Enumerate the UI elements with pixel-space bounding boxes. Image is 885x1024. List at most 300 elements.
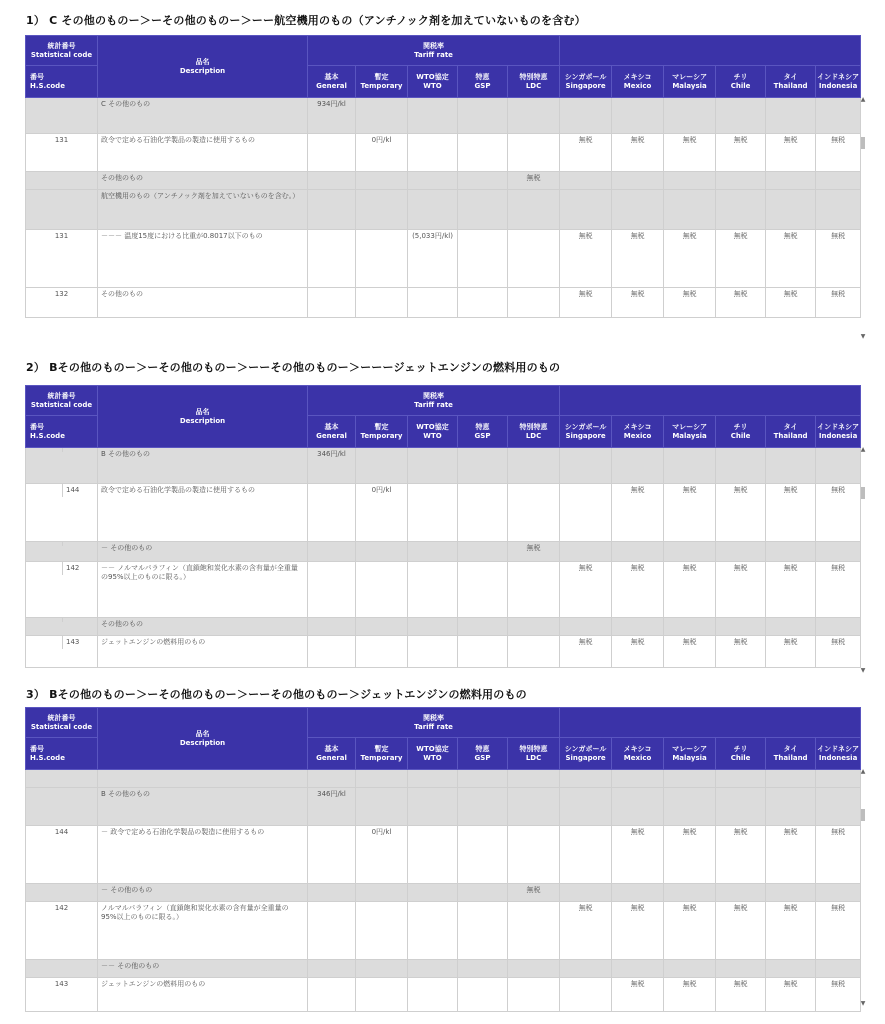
rate-cell-wto bbox=[408, 172, 458, 190]
rate-cell-temporary bbox=[356, 884, 408, 902]
rate-column-label-en: WTO bbox=[423, 431, 442, 440]
rate-cell-th: 無税 bbox=[766, 288, 816, 318]
rate-cell-sg: 無税 bbox=[560, 562, 612, 618]
scroll-up-icon[interactable]: ▲ bbox=[860, 768, 866, 775]
rate-column-label-en: Temporary bbox=[360, 753, 403, 762]
table-scrollbar[interactable] bbox=[860, 97, 866, 340]
rate-column-header bbox=[612, 416, 664, 448]
rate-column-label-en: Singapore bbox=[565, 753, 606, 762]
rate-column-label: マレーシア bbox=[672, 745, 707, 754]
rate-column-header bbox=[308, 416, 356, 448]
rate-column-label-en: LDC bbox=[525, 753, 542, 762]
rate-cell-id bbox=[816, 884, 861, 902]
rate-column-label: チリ bbox=[733, 423, 748, 432]
code-cell: 131 bbox=[26, 134, 98, 172]
description-header bbox=[98, 36, 308, 98]
description-header bbox=[98, 708, 308, 770]
table-row[interactable] bbox=[26, 448, 861, 484]
rate-cell-ldc bbox=[508, 770, 560, 788]
code-cell bbox=[26, 562, 98, 618]
code-split bbox=[26, 542, 97, 546]
rate-cell-general bbox=[308, 542, 356, 562]
rate-cell-general bbox=[308, 636, 356, 668]
rate-column-header bbox=[508, 738, 560, 770]
table-row[interactable] bbox=[26, 770, 861, 788]
code-cell: 142 bbox=[26, 902, 98, 960]
rate-cell-general bbox=[308, 978, 356, 1012]
rate-column-header bbox=[356, 66, 408, 98]
rate-cell-ldc bbox=[508, 562, 560, 618]
rate-cell-my: 無税 bbox=[664, 978, 716, 1012]
rate-cell-th bbox=[766, 98, 816, 134]
rate-column-label: シンガポール bbox=[564, 745, 607, 754]
table-row[interactable] bbox=[26, 230, 861, 288]
code-cell bbox=[26, 618, 98, 636]
rate-cell-th: 無税 bbox=[766, 978, 816, 1012]
rate-column-label: 特別特恵 bbox=[519, 745, 548, 754]
rate-cell-cl bbox=[716, 448, 766, 484]
rate-cell-id bbox=[816, 618, 861, 636]
rate-cell-temporary bbox=[356, 788, 408, 826]
rate-cell-mx: 無税 bbox=[612, 902, 664, 960]
table-row[interactable] bbox=[26, 172, 861, 190]
rate-cell-mx: 無税 bbox=[612, 978, 664, 1012]
rate-cell-sg bbox=[560, 770, 612, 788]
rate-cell-mx bbox=[612, 542, 664, 562]
table-row[interactable] bbox=[26, 542, 861, 562]
scroll-down-icon[interactable]: ▼ bbox=[860, 667, 866, 674]
rate-cell-mx: 無税 bbox=[612, 230, 664, 288]
rate-column-label-en: Chile bbox=[730, 81, 751, 90]
section-title: 2） Bその他のものー＞ーその他のものー＞ーーその他のものー＞ーーージェットエンジンの燃料用のもの bbox=[26, 361, 561, 374]
rate-cell-general bbox=[308, 618, 356, 636]
rate-column-label: メキシコ bbox=[623, 73, 652, 82]
rate-cell-sg: 無税 bbox=[560, 288, 612, 318]
rate-column-header bbox=[664, 738, 716, 770]
rate-cell-mx: 無税 bbox=[612, 134, 664, 172]
rate-cell-cl: 無税 bbox=[716, 562, 766, 618]
rate-cell-th bbox=[766, 884, 816, 902]
rate-cell-ldc bbox=[508, 484, 560, 542]
rate-cell-mx: 無税 bbox=[612, 636, 664, 668]
rate-column-label: インドネシア bbox=[817, 73, 860, 82]
rate-cell-sg bbox=[560, 978, 612, 1012]
rate-cell-wto bbox=[408, 134, 458, 172]
code-cell-left bbox=[26, 636, 63, 649]
rate-column-label: インドネシア bbox=[817, 745, 860, 754]
hs-code-label-en: H.S.code bbox=[30, 431, 65, 440]
stat-code-label: 統計番号 bbox=[47, 392, 76, 401]
rate-cell-temporary bbox=[356, 288, 408, 318]
stat-code-label-en: Statistical code bbox=[30, 722, 93, 731]
rate-column-label-en: Indonesia bbox=[818, 753, 858, 762]
code-split bbox=[26, 562, 97, 575]
scroll-down-icon[interactable]: ▼ bbox=[860, 333, 866, 340]
rate-cell-ldc bbox=[508, 618, 560, 636]
rate-cell-sg bbox=[560, 788, 612, 826]
rate-column-label: 暫定 bbox=[374, 423, 389, 432]
rate-cell-id bbox=[816, 542, 861, 562]
rate-cell-sg bbox=[560, 98, 612, 134]
rate-cell-my bbox=[664, 190, 716, 230]
code-cell: 132 bbox=[26, 288, 98, 318]
rate-cell-wto bbox=[408, 484, 458, 542]
rate-column-label-en: Thailand bbox=[773, 431, 808, 440]
rate-cell-temporary bbox=[356, 542, 408, 562]
rate-cell-wto bbox=[408, 826, 458, 884]
rate-cell-mx bbox=[612, 788, 664, 826]
rate-cell-th: 無税 bbox=[766, 826, 816, 884]
hs-code-label: 番号 bbox=[30, 745, 44, 754]
rate-cell-general: 346円/kl bbox=[308, 448, 356, 484]
rate-column-label: シンガポール bbox=[564, 73, 607, 82]
table-row[interactable] bbox=[26, 978, 861, 1012]
rate-cell-th: 無税 bbox=[766, 134, 816, 172]
hs-code-header bbox=[26, 66, 98, 98]
code-cell bbox=[26, 542, 98, 562]
rate-cell-id: 無税 bbox=[816, 978, 861, 1012]
tariff-table bbox=[25, 385, 861, 668]
rate-column-label: 暫定 bbox=[374, 745, 389, 754]
rate-cell-sg: 無税 bbox=[560, 230, 612, 288]
rate-cell-gsp bbox=[458, 230, 508, 288]
tariff-header bbox=[308, 386, 560, 416]
rate-cell-mx bbox=[612, 448, 664, 484]
rate-cell-general bbox=[308, 770, 356, 788]
code-value bbox=[63, 618, 69, 622]
rate-cell-gsp bbox=[458, 826, 508, 884]
rate-column-header bbox=[356, 738, 408, 770]
rate-cell-mx bbox=[612, 172, 664, 190]
rate-column-label-en: Malaysia bbox=[672, 431, 707, 440]
rate-cell-mx bbox=[612, 960, 664, 978]
rate-cell-gsp bbox=[458, 484, 508, 542]
rate-cell-mx: 無税 bbox=[612, 826, 664, 884]
rate-column-header bbox=[716, 66, 766, 98]
rate-cell-ldc bbox=[508, 448, 560, 484]
rate-cell-id: 無税 bbox=[816, 902, 861, 960]
rate-column-label: インドネシア bbox=[817, 423, 860, 432]
description-cell: ジェットエンジンの燃料用のもの bbox=[98, 978, 308, 1012]
rate-cell-gsp bbox=[458, 134, 508, 172]
rate-column-label: 特別特恵 bbox=[519, 73, 548, 82]
rate-cell-temporary bbox=[356, 902, 408, 960]
rate-cell-sg bbox=[560, 960, 612, 978]
rate-column-label: 特別特恵 bbox=[519, 423, 548, 432]
rate-column-label: チリ bbox=[733, 745, 748, 754]
rate-column-header bbox=[664, 416, 716, 448]
rate-cell-th bbox=[766, 788, 816, 826]
rate-column-label-en: Indonesia bbox=[818, 431, 858, 440]
rate-column-header bbox=[458, 66, 508, 98]
rate-cell-mx bbox=[612, 884, 664, 902]
rate-column-label: WTO協定 bbox=[416, 73, 449, 82]
rate-cell-th bbox=[766, 960, 816, 978]
rate-column-header bbox=[612, 738, 664, 770]
rate-cell-general bbox=[308, 884, 356, 902]
rate-cell-wto bbox=[408, 448, 458, 484]
rate-cell-my: 無税 bbox=[664, 826, 716, 884]
rate-cell-th: 無税 bbox=[766, 562, 816, 618]
rate-cell-my: 無税 bbox=[664, 134, 716, 172]
table-row[interactable] bbox=[26, 884, 861, 902]
rate-cell-gsp bbox=[458, 770, 508, 788]
rate-cell-my: 無税 bbox=[664, 902, 716, 960]
rate-cell-id bbox=[816, 960, 861, 978]
code-split bbox=[26, 636, 97, 649]
table-row[interactable] bbox=[26, 562, 861, 618]
rate-column-header bbox=[766, 66, 816, 98]
rate-cell-cl: 無税 bbox=[716, 288, 766, 318]
rate-cell-wto bbox=[408, 618, 458, 636]
hs-code-label: 番号 bbox=[30, 73, 44, 82]
table-row[interactable] bbox=[26, 134, 861, 172]
code-value: 143 bbox=[66, 638, 80, 646]
rate-cell-general: 934円/kl bbox=[308, 98, 356, 134]
description-cell: 航空機用のもの（アンチノック剤を加えていないものを含む。） bbox=[98, 190, 308, 230]
rate-cell-gsp bbox=[458, 788, 508, 826]
rate-column-header bbox=[408, 66, 458, 98]
description-cell: 政令で定める石油化学製品の製造に使用するもの bbox=[98, 484, 308, 542]
code-value: 144 bbox=[66, 486, 80, 494]
rate-cell-gsp bbox=[458, 190, 508, 230]
code-cell-left bbox=[26, 542, 63, 546]
rate-cell-th bbox=[766, 770, 816, 788]
rate-cell-wto bbox=[408, 562, 458, 618]
rate-cell-cl bbox=[716, 98, 766, 134]
rate-cell-general bbox=[308, 826, 356, 884]
rate-cell-th bbox=[766, 618, 816, 636]
rate-column-header bbox=[816, 738, 861, 770]
rate-column-label-en: Temporary bbox=[360, 81, 403, 90]
rate-cell-temporary bbox=[356, 190, 408, 230]
code-cell bbox=[26, 448, 98, 484]
table-row[interactable] bbox=[26, 484, 861, 542]
rate-cell-ldc bbox=[508, 826, 560, 884]
code-cell bbox=[26, 960, 98, 978]
rate-column-label: 特恵 bbox=[475, 745, 490, 754]
tariff-header bbox=[308, 36, 560, 66]
rate-cell-temporary bbox=[356, 562, 408, 618]
rate-column-label: 特恵 bbox=[475, 73, 490, 82]
description-label-en: Description bbox=[179, 66, 226, 75]
section-title: 3） Bその他のものー＞ーその他のものー＞ーーその他のものー＞ジェットエンジンの燃料用のもの bbox=[26, 688, 527, 701]
rate-cell-sg bbox=[560, 190, 612, 230]
table-row[interactable] bbox=[26, 960, 861, 978]
rate-cell-temporary bbox=[356, 172, 408, 190]
rate-cell-temporary bbox=[356, 230, 408, 288]
section-title: 1） C その他のものー＞ーその他のものー＞ーー航空機用のもの（アンチノック剤を加えていないものを含む） bbox=[26, 14, 586, 27]
code-cell: 131 bbox=[26, 230, 98, 288]
table-scrollbar[interactable] bbox=[860, 769, 866, 1007]
rate-column-header bbox=[716, 738, 766, 770]
epa-header bbox=[560, 36, 861, 66]
rate-column-label-en: Singapore bbox=[565, 431, 606, 440]
rate-cell-my bbox=[664, 98, 716, 134]
description-cell: その他のもの bbox=[98, 288, 308, 318]
rate-cell-cl bbox=[716, 884, 766, 902]
rate-column-label: メキシコ bbox=[623, 745, 652, 754]
rate-cell-id: 無税 bbox=[816, 562, 861, 618]
rate-cell-my bbox=[664, 788, 716, 826]
scroll-thumb[interactable] bbox=[861, 487, 865, 499]
table-scrollbar[interactable] bbox=[860, 447, 866, 674]
rate-column-label: シンガポール bbox=[564, 423, 607, 432]
description-cell: － その他のもの bbox=[98, 884, 308, 902]
rate-cell-my: 無税 bbox=[664, 288, 716, 318]
rate-cell-id bbox=[816, 770, 861, 788]
rate-cell-mx bbox=[612, 98, 664, 134]
scroll-thumb[interactable] bbox=[861, 809, 865, 821]
rate-cell-temporary: 0円/kl bbox=[356, 484, 408, 542]
rate-cell-temporary bbox=[356, 978, 408, 1012]
rate-cell-gsp bbox=[458, 172, 508, 190]
code-cell: 143 bbox=[26, 978, 98, 1012]
scroll-down-icon[interactable]: ▼ bbox=[860, 1000, 866, 1007]
rate-cell-gsp bbox=[458, 884, 508, 902]
rate-cell-temporary: 0円/kl bbox=[356, 134, 408, 172]
rate-cell-general bbox=[308, 484, 356, 542]
rate-column-label-en: General bbox=[316, 81, 347, 90]
rate-cell-wto: (5,033円/kl) bbox=[408, 230, 458, 288]
rate-cell-gsp bbox=[458, 618, 508, 636]
rate-column-label: 基本 bbox=[324, 73, 339, 82]
rate-cell-wto bbox=[408, 978, 458, 1012]
rate-cell-gsp bbox=[458, 448, 508, 484]
rate-cell-id bbox=[816, 448, 861, 484]
code-split bbox=[26, 618, 97, 622]
rate-cell-temporary bbox=[356, 960, 408, 978]
rate-cell-gsp bbox=[458, 902, 508, 960]
table-row[interactable] bbox=[26, 98, 861, 134]
rate-cell-mx: 無税 bbox=[612, 562, 664, 618]
description-header bbox=[98, 386, 308, 448]
rate-cell-general bbox=[308, 902, 356, 960]
hs-code-header bbox=[26, 738, 98, 770]
rate-cell-id bbox=[816, 172, 861, 190]
description-cell: ジェットエンジンの燃料用のもの bbox=[98, 636, 308, 668]
rate-cell-ldc bbox=[508, 288, 560, 318]
scroll-up-icon[interactable]: ▲ bbox=[860, 446, 866, 453]
rate-cell-ldc: 無税 bbox=[508, 542, 560, 562]
rate-cell-id bbox=[816, 788, 861, 826]
rate-cell-wto bbox=[408, 960, 458, 978]
rate-column-label: WTO協定 bbox=[416, 745, 449, 754]
rate-column-label-en: Mexico bbox=[623, 81, 652, 90]
rate-cell-cl: 無税 bbox=[716, 902, 766, 960]
tariff-label-en: Tariff rate bbox=[414, 400, 453, 409]
rate-column-header bbox=[508, 66, 560, 98]
header-row-1 bbox=[26, 708, 861, 738]
table-row[interactable] bbox=[26, 190, 861, 230]
rate-cell-ldc bbox=[508, 190, 560, 230]
rate-column-header bbox=[766, 738, 816, 770]
rate-cell-gsp bbox=[458, 978, 508, 1012]
epa-header bbox=[560, 386, 861, 416]
description-cell: －－－ 温度15度における比重が0.8017以下のもの bbox=[98, 230, 308, 288]
rate-column-label-en: WTO bbox=[423, 81, 442, 90]
table-row[interactable] bbox=[26, 788, 861, 826]
tariff-table bbox=[25, 707, 861, 1012]
rate-cell-wto bbox=[408, 884, 458, 902]
rate-column-header bbox=[458, 738, 508, 770]
rate-cell-gsp bbox=[458, 960, 508, 978]
rate-cell-my: 無税 bbox=[664, 562, 716, 618]
rate-column-label-en: Thailand bbox=[773, 81, 808, 90]
table-row[interactable] bbox=[26, 902, 861, 960]
rate-column-label-en: Temporary bbox=[360, 431, 403, 440]
rate-column-label-en: Singapore bbox=[565, 81, 606, 90]
rate-column-label-en: LDC bbox=[525, 431, 542, 440]
rate-column-label-en: Mexico bbox=[623, 431, 652, 440]
rate-cell-sg bbox=[560, 172, 612, 190]
rate-cell-ldc: 無税 bbox=[508, 172, 560, 190]
rate-cell-wto bbox=[408, 542, 458, 562]
stat-code-label: 統計番号 bbox=[47, 42, 76, 51]
code-cell bbox=[26, 190, 98, 230]
rate-column-header bbox=[356, 416, 408, 448]
rate-cell-my bbox=[664, 172, 716, 190]
rate-cell-wto bbox=[408, 190, 458, 230]
rate-column-label: タイ bbox=[783, 73, 798, 82]
rate-cell-temporary bbox=[356, 636, 408, 668]
rate-cell-my bbox=[664, 884, 716, 902]
scroll-up-icon[interactable]: ▲ bbox=[860, 96, 866, 103]
rate-cell-th: 無税 bbox=[766, 636, 816, 668]
description-cell: B その他のもの bbox=[98, 788, 308, 826]
rate-cell-id bbox=[816, 98, 861, 134]
rate-column-header bbox=[508, 416, 560, 448]
rate-column-label: メキシコ bbox=[623, 423, 652, 432]
rate-cell-ldc bbox=[508, 960, 560, 978]
rate-column-header bbox=[308, 66, 356, 98]
tariff-label: 関税率 bbox=[423, 392, 445, 401]
rate-cell-my bbox=[664, 448, 716, 484]
description-label: 品名 bbox=[195, 408, 210, 417]
code-cell bbox=[26, 884, 98, 902]
rate-cell-th: 無税 bbox=[766, 902, 816, 960]
rate-cell-cl bbox=[716, 960, 766, 978]
rate-cell-my: 無税 bbox=[664, 484, 716, 542]
code-cell bbox=[26, 770, 98, 788]
rate-column-label-en: LDC bbox=[525, 81, 542, 90]
rate-cell-general bbox=[308, 562, 356, 618]
rate-column-label: マレーシア bbox=[672, 73, 707, 82]
description-cell: －－ その他のもの bbox=[98, 960, 308, 978]
rate-cell-cl: 無税 bbox=[716, 230, 766, 288]
stat-code-label-en: Statistical code bbox=[30, 50, 93, 59]
code-value: 142 bbox=[66, 564, 80, 572]
stat-code-header bbox=[26, 36, 98, 66]
rate-column-header bbox=[612, 66, 664, 98]
scroll-thumb[interactable] bbox=[861, 137, 865, 149]
rate-cell-my bbox=[664, 618, 716, 636]
table-row[interactable] bbox=[26, 618, 861, 636]
rate-column-label-en: Malaysia bbox=[672, 81, 707, 90]
rate-column-label-en: GSP bbox=[474, 431, 491, 440]
rate-cell-id: 無税 bbox=[816, 230, 861, 288]
table-row[interactable] bbox=[26, 636, 861, 668]
rate-cell-temporary: 0円/kl bbox=[356, 826, 408, 884]
rate-cell-wto bbox=[408, 636, 458, 668]
table-row[interactable] bbox=[26, 826, 861, 884]
table-row[interactable] bbox=[26, 288, 861, 318]
rate-cell-gsp bbox=[458, 562, 508, 618]
rate-cell-wto bbox=[408, 902, 458, 960]
rate-cell-sg: 無税 bbox=[560, 134, 612, 172]
code-value bbox=[63, 542, 69, 546]
code-value bbox=[63, 448, 69, 452]
